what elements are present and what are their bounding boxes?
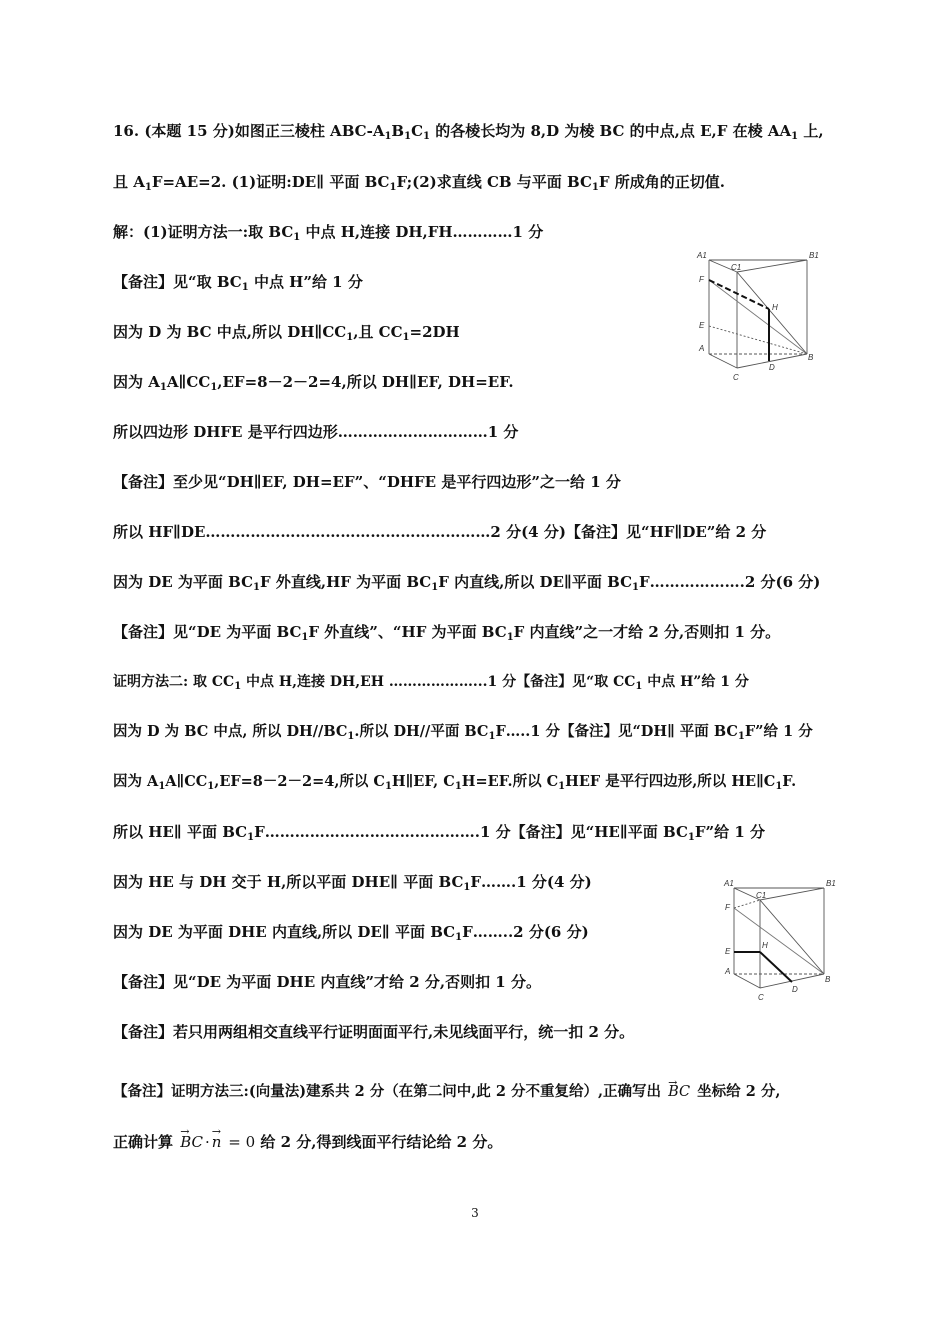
note-line-19: 【备注】若只用两组相交直线平行证明面面平行,未见线面平行，统一扣 2 分。	[113, 1023, 635, 1041]
fig2-label-f: F	[725, 903, 730, 912]
solution-line-3: 解：(1)证明方法一:取 $BC_1$ 中点 H,连接 DH,FH…………1 分	[113, 223, 544, 243]
solution-line-17: 因为 DE 为平面 DHE 内直线,所以 DE∥ 平面 $BC_1F\dots\dots..2$ 分(6 分)	[113, 923, 589, 943]
fig1-label-b1: B1	[809, 251, 819, 260]
fig2-label-a1: A1	[724, 879, 734, 888]
fig1-label-a1: A1	[697, 251, 707, 260]
fig1-label-e: E	[699, 321, 705, 330]
solution-line-15: 所以 HE∥ 平面 $BC_1F\dots\dots\dots\dots\dots\dots\dots\dots\dots\dots\dots\dots\dots\dots.1$ 分【备注】见“HE∥平面 $BC_1F$”给 1 分	[113, 823, 766, 843]
note-line-8: 【备注】至少见“DH∥EF, DH=EF”、“DHFE 是平行四边形”之一给 1 分	[113, 473, 621, 491]
solution-line-14: 因为 $A_1A\parallel CC_1,EF=8-2-2=4$,所以 $C_1H\parallel EF$, $C_1H=EF$.所以 $C_1HEF$ 是平行四边形,所以 $HE\parallel C_1F$.	[113, 773, 797, 792]
vector-bc: → BC	[178, 1133, 205, 1151]
problem-line-2: 且 $A_1F=AE=2$. (1)证明:DE∥ 平面 $BC_1F;(2)$求直线 CB 与平面 $BC_1F$ 所成角的正切值.	[113, 173, 725, 193]
page-number: 3	[471, 1206, 479, 1220]
fig2-label-c: C	[758, 993, 764, 1002]
note-line-11: 【备注】见“DE 为平面 $BC_1F$ 外直线”、“HF 为平面 $BC_1F$ 内直线”之一才给 2 分,否则扣 1 分。	[113, 623, 781, 643]
prism-figure-1	[695, 246, 825, 386]
solution-line-6: 因为 $A_1A\parallel CC_1,EF=8-2-2=4$,所以 DH∥EF, DH=EF.	[113, 373, 514, 393]
fig1-label-c: C	[733, 373, 739, 382]
fig2-label-b: B	[825, 975, 831, 984]
fig2-label-a: A	[725, 967, 731, 976]
problem-line-1: 16. (本题 15 分)如图正三棱柱 ABC-$A_1B_1C_1$ 的各棱长均为 8,D 为棱 BC 的中点,点 E,F 在棱 $AA_1$ 上,	[113, 122, 824, 142]
note-line-20: 【备注】证明方法三:(向量法)建系共 2 分（在第二问中,此 2 分不重复给）,正确写出 → BC 坐标给 2 分,	[113, 1081, 860, 1103]
note-line-21: 正确计算 → BC ·→ n = 0 给 2 分,得到线面平行结论给 2 分。	[113, 1131, 860, 1153]
fig2-label-h: H	[762, 941, 768, 950]
fig2-label-b1: B1	[826, 879, 836, 888]
prism-diagram-1	[695, 246, 825, 386]
vector-n: → n	[210, 1133, 224, 1151]
fig2-label-d: D	[792, 985, 798, 994]
solution-line-10: 因为 DE 为平面 $BC_1F$ 外直线,HF 为平面 $BC_1F$ 内直线,所以 DE∥平面 $BC_1F\dots\dots\dots\dots\dots\dots.2$ 分(6 分)	[113, 573, 821, 593]
solution-line-12: 证明方法二: 取 $CC_1$ 中点 H,连接 DH,EH ………………...1 分【备注】见“取 $CC_1$ 中点 H”给 1 分	[113, 674, 749, 692]
fig1-label-d: D	[769, 363, 775, 372]
solution-line-16: 因为 HE 与 DH 交于 H,所以平面 DHE∥ 平面 $BC_1F\dots\dots.1$ 分(4 分)	[113, 873, 592, 893]
fig2-label-c1: C1	[756, 891, 767, 900]
note-line-18: 【备注】见“DE 为平面 DHE 内直线”才给 2 分,否则扣 1 分。	[113, 973, 541, 991]
fig1-label-h: H	[772, 303, 778, 312]
fig1-label-f: F	[699, 275, 704, 284]
prism-figure-2	[722, 876, 842, 1006]
fig1-label-c1: C1	[731, 263, 742, 272]
prism-diagram-2	[722, 876, 842, 1006]
note-line-4: 【备注】见“取 $BC_1$ 中点 H”给 1 分	[113, 273, 363, 293]
fig1-label-b: B	[808, 353, 814, 362]
fig2-label-e: E	[725, 947, 731, 956]
fig1-label-a: A	[699, 344, 705, 353]
solution-line-5: 因为 D 为 BC 中点,所以 $DH\parallel CC_1$,且 $CC_1=2DH$	[113, 323, 460, 343]
vector-bc: → BC	[666, 1084, 692, 1100]
solution-line-7: 所以四边形 DHFE 是平行四边形…………………………1 分	[113, 423, 519, 441]
solution-line-9: 所以 HF∥DE…………………………………………………2 分(4 分)【备注】见“HF∥DE”给 2 分	[113, 523, 767, 541]
solution-line-13: 因为 D 为 BC 中点, 所以 $DH//BC_1$.所以 DH//平面 $BC_1F\dots..1$ 分【备注】见“DH∥ 平面 $BC_1F$”给 1 分	[113, 723, 813, 742]
